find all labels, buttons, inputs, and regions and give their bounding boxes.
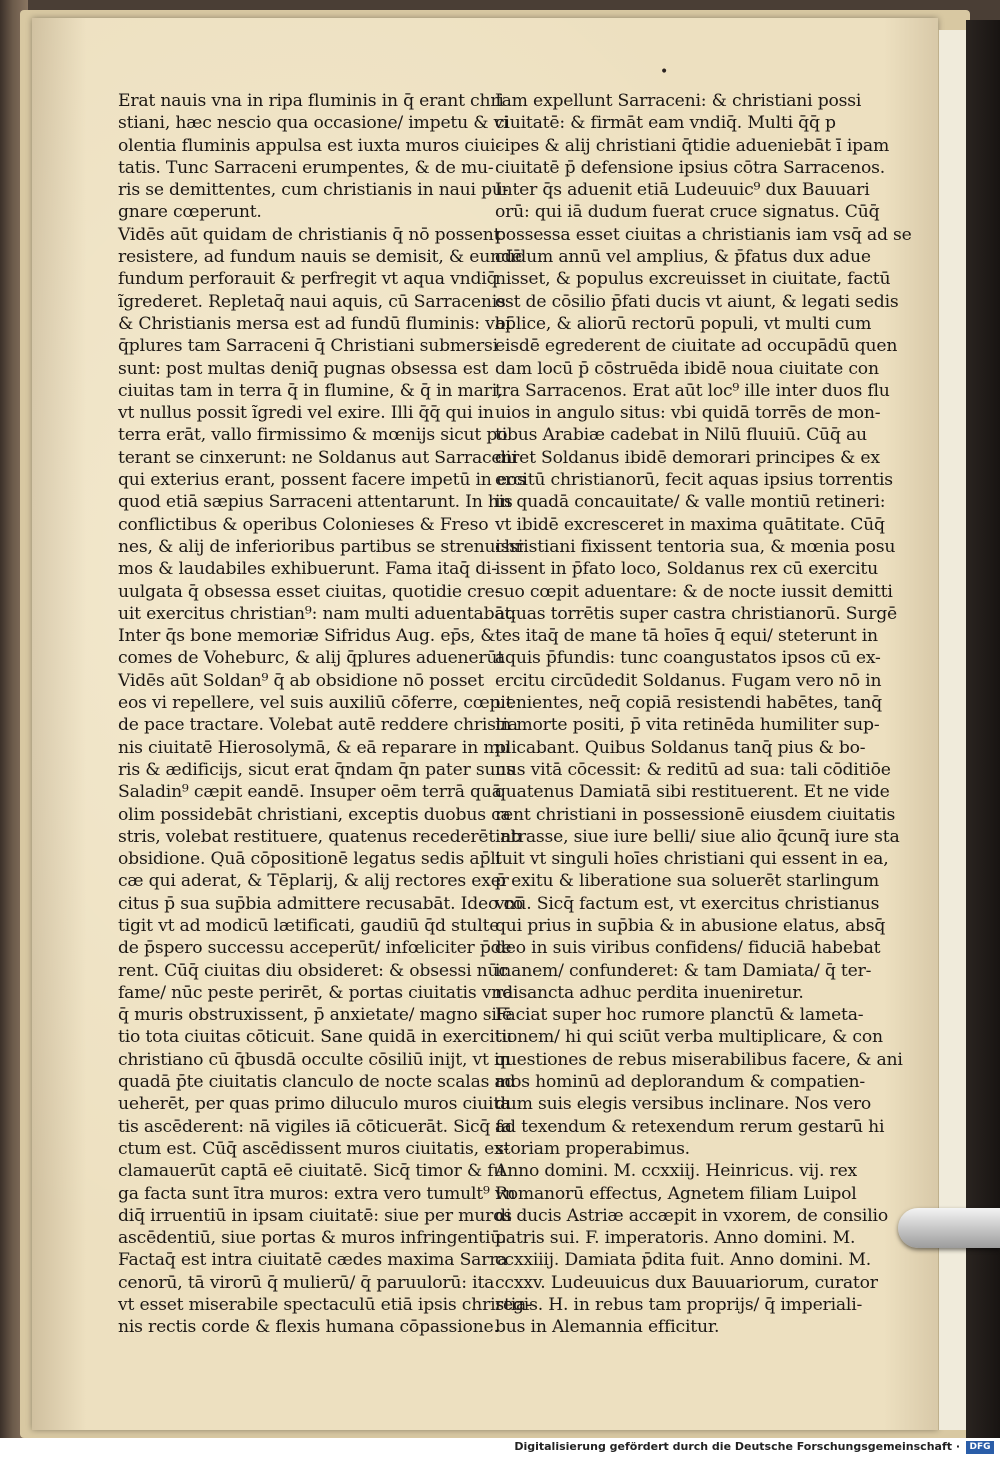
text-line: cūdum annū vel amplius, & p̄fatus dux adue: [495, 247, 871, 268]
text-line: ctum est. Cūq̄ ascēdissent muros ciuitatis, ex-: [118, 1138, 509, 1159]
text-line: vnū. Sicq̄ factum est, vt exercitus christianus: [495, 893, 880, 914]
text-line: suo cœpit aduentare: & de nocte iussit demitti: [495, 581, 893, 602]
text-line: cæ qui aderat, & Tēplarij, & alij rectores exer: [118, 871, 509, 892]
text-line: Erat nauis vna in ripa fluminis in q̄ erant chri: [118, 91, 504, 111]
text-line: Faciat super hoc rumore planctū & lameta-: [495, 1005, 864, 1026]
text-line: Anno domini. M. ccxxiij. Heinricus. vij. rex: [495, 1161, 858, 1182]
text-line: ercitu circūdedit Soldanus. Fugam vero nō in: [495, 670, 882, 691]
text-line: intrasse, siue iure belli/ siue alio q̄cunq̄ iure sta: [495, 826, 900, 847]
text-line: nes, & alij de inferioribus partibus se strenuissi: [118, 536, 524, 557]
text-line: aquas torrētis super castra christianorū. Surgē: [495, 603, 898, 624]
text-line: rent christiani in possessionē eiusdem ciuitatis: [495, 804, 896, 825]
text-line: qui prius in sup̄bia & in abusione elatus, absq̄: [495, 915, 886, 936]
text-line: mos & laudabiles exhibuerunt. Fama itaq̄ di-: [118, 559, 497, 580]
text-line: fame/ nūc peste perirēt, & portas ciuitatis vndi: [118, 982, 519, 1003]
text-line: tuit vt singuli hoīes christiani qui essent in ea,: [495, 849, 889, 870]
text-line: dum suis elegis versibus inclinare. Nos vero: [495, 1094, 872, 1115]
text-line: bus in Alemannia efficitur.: [495, 1317, 720, 1338]
text-line: possessa esset ciuitas a christianis iam vsq̄ ad se: [495, 224, 912, 245]
text-line: Vidēs aūt quidam de christianis q̄ nō possent: [118, 224, 501, 245]
text-line: ccxxv. Ludeuuicus dux Bauuariorum, curator: [495, 1272, 878, 1293]
text-line: gnare cœperunt.: [118, 202, 262, 223]
text-line: tionem/ hi qui sciūt verba multiplicare, & con: [495, 1027, 883, 1048]
text-line: mos hominū ad deplorandum & compatien-: [495, 1072, 865, 1093]
text-line: de p̄spero successu acceperūt/ infœliciter p̄de: [118, 938, 512, 959]
text-line: terra erāt, vallo firmissimo & mœnijs sicut po: [118, 425, 508, 446]
page-mark: •: [660, 64, 669, 80]
text-line: rent. Cūq̄ ciuitas diu obsideret: & obsessi nūc: [118, 960, 508, 981]
text-line: cipes & alij christiani q̄tidie adueniebāt ī ipam: [495, 135, 890, 156]
text-line: est de cōsilio p̄fati ducis vt aiunt, & legati sedis: [495, 291, 899, 312]
text-line: conflictibus & operibus Colonieses & Freso: [118, 514, 489, 535]
text-line: sunt: post multas deniq̄ pugnas obsessa est: [118, 358, 489, 379]
text-line: q̄ muris obstruxissent, p̄ anxietate/ magno silē: [118, 1005, 512, 1026]
text-line: tis ascēderent: nā vigiles iā cōticuerāt. Sicq̄ fa: [118, 1116, 512, 1137]
text-line: uulgata q̄ obsessa esset ciuitas, quotidie cre-: [118, 581, 501, 602]
text-line: Inter q̄s aduenit etiā Ludeuuic⁹ dux Bauuari: [495, 180, 870, 201]
text-line: & Christianis mersa est ad fundū fluminis: vbi: [118, 313, 511, 334]
text-line: storiam properabimus.: [495, 1138, 690, 1159]
text-line: dam locū p̄ cōstruēda ibidē noua ciuitate con: [495, 358, 879, 379]
text-line: regis. H. in rebus tam proprijs/ q̄ imperiali-: [495, 1295, 863, 1316]
text-line: terant se cinxerunt: ne Soldanus aut Sarraceni: [118, 447, 518, 468]
text-line: ris se demittentes, cum christianis in naui pu-: [118, 180, 509, 201]
text-line: citus p̄ sua sup̄bia admittere recusabāt. Ideo cō: [118, 893, 524, 914]
text-line: ris & ædificijs, sicut erat q̄ndam q̄n pater suus: [118, 759, 515, 780]
text-line: qui exterius erant, possent facere impetū in eos: [118, 470, 526, 491]
text-line: tio tota ciuitas cōticuit. Sane quidā in exercitu: [118, 1027, 513, 1048]
right-text-column: [495, 90, 912, 1339]
text-line: stris, volebat restituere, quatenus recederēt ab: [118, 826, 522, 847]
text-line: Inter q̄s bone memoriæ Sifridus Aug. ep̄s, &: [118, 626, 496, 647]
text-line: orū: qui iā dudum fuerat cruce signatus. Cūq̄: [495, 202, 880, 223]
text-line: christiani fixissent tentoria sua, & mœnia posu: [495, 536, 896, 557]
text-line: p̄ exitu & liberatione sua soluerēt starlingum: [495, 871, 880, 892]
text-line: ueherēt, per quas primo diluculo muros ciuita: [118, 1094, 511, 1115]
text-line: ciuitatē p̄ defensione ipsius cōtra Sarracenos.: [495, 157, 885, 178]
text-line: uios in angulo situs: vbi quidā torrēs de mon-: [495, 403, 881, 424]
text-line: Factaq̄ est intra ciuitatē cædes maxima Sarra: [118, 1250, 508, 1271]
text-line: ad texendum & retexendum rerum gestarū hi: [495, 1116, 885, 1137]
footer-bar: [0, 1438, 1000, 1458]
left-text-column: [118, 90, 532, 1339]
text-line: ciuitas tam in terra q̄ in flumine, & q̄ in mari,: [118, 380, 503, 401]
text-line: in morte positi, p̄ vita retinēda humiliter sup-: [495, 715, 880, 736]
text-line: q̄plures tam Sarraceni q̄ Christiani submersi: [118, 336, 498, 357]
text-line: deo in suis viribus confidens/ fiduciā habebat: [495, 938, 881, 959]
text-line: tes itaq̄ de mane tā hoīes q̄ equi/ steterunt in: [495, 626, 878, 647]
text-line: tatis. Tunc Sarraceni erumpentes, & de mu-: [118, 157, 494, 178]
text-line: uenientes, neq̄ copiā resistendi habētes, tanq̄: [495, 693, 882, 714]
text-line: quatenus Damiatā sibi restituerent. Et ne vide: [495, 782, 890, 803]
text-line: di ducis Astriæ accæpit in vxorem, de consilio: [495, 1205, 888, 1226]
text-line: nus vitā cōcessit: & reditū ad sua: tali cōditiōe: [495, 759, 891, 780]
text-line: tra Sarracenos. Erat aūt loc⁹ ille inter duos flu: [495, 380, 890, 401]
text-line: clamauerūt captā eē ciuitatē. Sicq̄ timor & fu: [118, 1161, 505, 1182]
text-line: aquis p̄fundis: tunc coangustatos ipsos cū ex-: [495, 648, 881, 669]
text-line: ĩgrederet. Repletaq̄ naui aquis, cū Sarracenis: [118, 291, 506, 312]
text-line: eisdē egrederent de ciuitate ad occupādū quen: [495, 336, 898, 357]
text-line: diq̄ irruentiū in ipsam ciuitatē: siue per muros: [118, 1205, 512, 1226]
page-clip: [898, 1208, 1000, 1248]
text-line: tibus Arabiæ cadebat in Nilū fluuiū. Cūq̄ au: [495, 425, 867, 446]
dfg-logo: DFG: [966, 1441, 994, 1454]
text-line: christiano cū q̄busdā occulte cōsiliū inijt, vt in: [118, 1049, 511, 1070]
text-line: questiones de rebus miserabilibus facere, & ani: [495, 1049, 903, 1070]
funding-note: Digitalisierung gefördert durch die Deutsche Forschungsgemeinschaft ·: [514, 1440, 960, 1453]
text-line: ciuitatē: & firmāt eam vndiq̄. Multi q̄q̄ p: [495, 113, 836, 134]
text-line: plicabant. Quibus Soldanus tanq̄ pius & bo-: [495, 737, 866, 758]
text-line: olentia fluminis appulsa est iuxta muros ciui-: [118, 135, 501, 156]
text-line: eos vi repellere, vel suis auxiliū cōferre, cœpit: [118, 693, 513, 714]
text-line: fundum perforauit & perfregit vt aqua vndiq̄: [118, 269, 498, 290]
text-line: vt nullus possit ĩgredi vel exire. Illi q̄q̄ qui in: [118, 403, 494, 424]
text-line: ga facta sunt ītra muros: extra vero tumult⁹ vn: [118, 1183, 516, 1204]
text-line: ccxxiiij. Damiata p̄dita fuit. Anno domini. M.: [495, 1250, 872, 1271]
text-line: ra sancta adhuc perdita inueniretur.: [495, 982, 804, 1003]
text-line: patris sui. F. imperatoris. Anno domini. M.: [495, 1228, 856, 1249]
text-line: vt ibidē excresceret in maxima quātitate. Cūq̄: [495, 514, 885, 535]
text-line: olim possidebāt christiani, exceptis duobus ca: [118, 804, 511, 825]
text-line: diret Soldanus ibidē demorari principes & ex: [495, 447, 880, 468]
text-line: vt esset miserabile spectaculū etiā ipsis christia-: [118, 1295, 532, 1316]
text-line: uit exercitus christian⁹: nam multi aduentabāt.: [118, 603, 517, 624]
text-line: issent in p̄fato loco, Soldanus rex cū exercitu: [495, 559, 878, 580]
text-line: comes de Voheburc, & alij q̄plures aduenerūt: [118, 648, 504, 669]
text-line: in quadā concauitate/ & valle montiū retineri:: [495, 492, 886, 513]
text-line: nisset, & populus excreuisset in ciuitate, factū: [495, 269, 891, 290]
text-line: de pace tractare. Volebat autē reddere christia: [118, 715, 518, 736]
text-line: inanem/ confunderet: & tam Damiata/ q̄ ter-: [495, 960, 872, 981]
text-line: nis ciuitatē Hierosolymā, & eā reparare in mu: [118, 737, 511, 758]
text-line: obsidione. Quā cōpositionē legatus sedis ap̄li: [118, 849, 501, 870]
text-line: quadā p̄te ciuitatis clanculo de nocte scalas ad: [118, 1072, 516, 1093]
text-line: cenorū, tā virorū q̄ mulierū/ q̄ paruulorū: ita: [118, 1272, 495, 1293]
text-line: tigit vt ad modicū lætificati, gaudiū q̄d stulte: [118, 915, 500, 936]
text-line: quod etiā sæpius Sarraceni attentarunt. In his: [118, 492, 513, 513]
text-line: stiani, hæc nescio qua occasione/ impetu & vi: [118, 113, 509, 134]
text-line: Romanorū effectus, Agnetem filiam Luipol: [495, 1183, 857, 1204]
text-line: ercitū christianorū, fecit aquas ipsius torrentis: [495, 470, 893, 491]
text-line: ap̄lice, & aliorū rectorū populi, vt multi cum: [495, 313, 872, 334]
text-line: Iam expellunt Sarraceni: & christiani possi: [495, 91, 862, 111]
text-line: ascēdentiū, siue portas & muros infringentiū.: [118, 1228, 507, 1249]
text-line: resistere, ad fundum nauis se demisit, & eundē: [118, 247, 522, 268]
text-line: nis rectis corde & flexis humana cōpassione.: [118, 1317, 499, 1338]
text-line: Saladin⁹ cæpit eandē. Insuper oēm terrā quā: [118, 782, 502, 803]
text-line: Vidēs aūt Soldan⁹ q̄ ab obsidione nō posset: [118, 670, 484, 691]
